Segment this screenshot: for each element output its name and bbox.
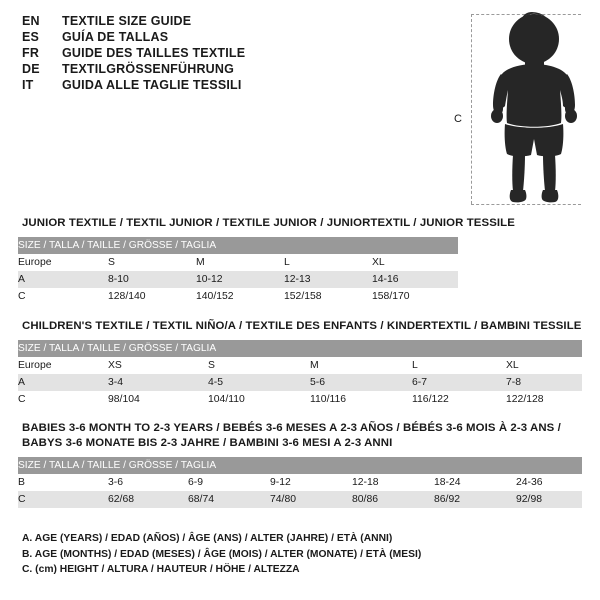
childrens-c-s: 104/110 bbox=[208, 391, 310, 408]
table-row bbox=[18, 357, 582, 374]
junior-c-m: 140/152 bbox=[196, 288, 284, 305]
header-language-list bbox=[22, 14, 422, 94]
toddler-silhouette-icon bbox=[482, 12, 592, 212]
table-childrens bbox=[18, 340, 582, 408]
table-row bbox=[18, 474, 582, 491]
junior-c-xl: 158/170 bbox=[372, 288, 458, 305]
babies-c-6-9: 68/74 bbox=[188, 491, 270, 508]
childrens-row-label-a: A bbox=[18, 374, 108, 391]
section-title-junior: JUNIOR TEXTILE / TEXTIL JUNIOR / TEXTILE JUNIOR / JUNIORTEXTIL / JUNIOR TESSILE bbox=[22, 217, 515, 229]
childrens-europe-xl: XL bbox=[506, 357, 582, 374]
babies-size-band-label: SIZE / TALLA / TAILLE / GRÖSSE / TAGLIA bbox=[18, 457, 582, 474]
childrens-row-label-europe: Europe bbox=[18, 357, 108, 374]
childrens-size-band-label: SIZE / TALLA / TAILLE / GRÖSSE / TAGLIA bbox=[18, 340, 582, 357]
babies-b-18-24: 18-24 bbox=[434, 474, 516, 491]
junior-c-l: 152/158 bbox=[284, 288, 372, 305]
childrens-c-xl: 122/128 bbox=[506, 391, 582, 408]
babies-b-9-12: 9-12 bbox=[270, 474, 352, 491]
junior-a-xl: 14-16 bbox=[372, 271, 458, 288]
childrens-c-l: 116/122 bbox=[412, 391, 506, 408]
junior-a-m: 10-12 bbox=[196, 271, 284, 288]
footnote-a: A. AGE (YEARS) / EDAD (AÑOS) / ÂGE (ANS) / ALTER (JAHRE) / ETÀ (ANNI) bbox=[22, 533, 393, 544]
table-row bbox=[18, 374, 582, 391]
babies-row-label-c: C bbox=[18, 491, 108, 508]
header-row-fr bbox=[22, 46, 422, 60]
table-row bbox=[18, 457, 582, 474]
language-code-de: DE bbox=[22, 62, 40, 76]
header-title-it: GUIDA ALLE TAGLIE TESSILI bbox=[62, 78, 242, 92]
header-row-es bbox=[22, 30, 422, 44]
childrens-europe-s: S bbox=[208, 357, 310, 374]
table-row bbox=[18, 288, 458, 305]
dashed-line-vertical bbox=[471, 14, 472, 204]
junior-size-band-label: SIZE / TALLA / TAILLE / GRÖSSE / TAGLIA bbox=[18, 237, 458, 254]
babies-b-24-36: 24-36 bbox=[516, 474, 582, 491]
childrens-europe-xs: XS bbox=[108, 357, 208, 374]
babies-b-3-6: 3-6 bbox=[108, 474, 188, 491]
section-title-babies-line1: BABIES 3-6 MONTH TO 2-3 YEARS / BEBÉS 3-6 MESES A 2-3 AÑOS / BÉBÉS 3-6 MOIS À 2-3 ANS / bbox=[22, 422, 561, 434]
table-row bbox=[18, 340, 582, 357]
footnote-b: B. AGE (MONTHS) / EDAD (MESES) / ÂGE (MOIS) / ALTER (MONATE) / ETÀ (MESI) bbox=[22, 548, 422, 560]
figure-dimension-label: C bbox=[454, 113, 462, 125]
table-row bbox=[18, 391, 582, 408]
childrens-row-label-c: C bbox=[18, 391, 108, 408]
header-row-it bbox=[22, 78, 422, 92]
footnotes bbox=[22, 531, 421, 578]
childrens-a-xs: 3-4 bbox=[108, 374, 208, 391]
babies-c-18-24: 86/92 bbox=[434, 491, 516, 508]
junior-row-label-europe: Europe bbox=[18, 254, 108, 271]
childrens-a-s: 4-5 bbox=[208, 374, 310, 391]
table-row bbox=[18, 237, 458, 254]
babies-b-12-18: 12-18 bbox=[352, 474, 434, 491]
childrens-c-m: 110/116 bbox=[310, 391, 412, 408]
babies-row-label-b: B bbox=[18, 474, 108, 491]
table-row bbox=[18, 491, 582, 508]
babies-c-3-6: 62/68 bbox=[108, 491, 188, 508]
language-code-es: ES bbox=[22, 30, 40, 44]
footnote-c: C. (cm) HEIGHT / ALTURA / HAUTEUR / HÖHE / ALTEZZA bbox=[22, 564, 300, 575]
table-row bbox=[18, 271, 458, 288]
header-row-en bbox=[22, 14, 422, 28]
junior-europe-s: S bbox=[108, 254, 196, 271]
header-title-de: TEXTILGRÖSSENFÜHRUNG bbox=[62, 62, 235, 76]
childrens-a-m: 5-6 bbox=[310, 374, 412, 391]
section-title-babies-line2: BABYS 3-6 MONATE BIS 2-3 JAHRE / BAMBINI 3-6 MESI A 2-3 ANNI bbox=[22, 437, 393, 449]
babies-c-24-36: 92/98 bbox=[516, 491, 582, 508]
childrens-a-l: 6-7 bbox=[412, 374, 506, 391]
junior-europe-m: M bbox=[196, 254, 284, 271]
junior-a-l: 12-13 bbox=[284, 271, 372, 288]
junior-row-label-c: C bbox=[18, 288, 108, 305]
childrens-c-xs: 98/104 bbox=[108, 391, 208, 408]
language-code-fr: FR bbox=[22, 46, 40, 60]
junior-a-s: 8-10 bbox=[108, 271, 196, 288]
babies-b-6-9: 6-9 bbox=[188, 474, 270, 491]
header-title-es: GUÍA DE TALLAS bbox=[62, 30, 169, 44]
table-row bbox=[18, 254, 458, 271]
language-code-en: EN bbox=[22, 14, 40, 28]
header-title-fr: GUIDE DES TAILLES TEXTILE bbox=[62, 46, 246, 60]
table-junior bbox=[18, 237, 458, 305]
measurement-figure bbox=[440, 8, 590, 208]
section-title-babies bbox=[22, 421, 561, 451]
junior-row-label-a: A bbox=[18, 271, 108, 288]
junior-c-s: 128/140 bbox=[108, 288, 196, 305]
table-babies bbox=[18, 457, 582, 508]
junior-europe-xl: XL bbox=[372, 254, 458, 271]
language-code-it: IT bbox=[22, 78, 34, 92]
babies-c-12-18: 80/86 bbox=[352, 491, 434, 508]
junior-europe-l: L bbox=[284, 254, 372, 271]
section-title-childrens: CHILDREN'S TEXTILE / TEXTIL NIÑO/A / TEXTILE DES ENFANTS / KINDERTEXTIL / BAMBINI TESSILE bbox=[22, 320, 582, 332]
header-row-de bbox=[22, 62, 422, 76]
babies-c-9-12: 74/80 bbox=[270, 491, 352, 508]
childrens-europe-m: M bbox=[310, 357, 412, 374]
childrens-europe-l: L bbox=[412, 357, 506, 374]
childrens-a-xl: 7-8 bbox=[506, 374, 582, 391]
header-title-en: TEXTILE SIZE GUIDE bbox=[62, 14, 192, 28]
